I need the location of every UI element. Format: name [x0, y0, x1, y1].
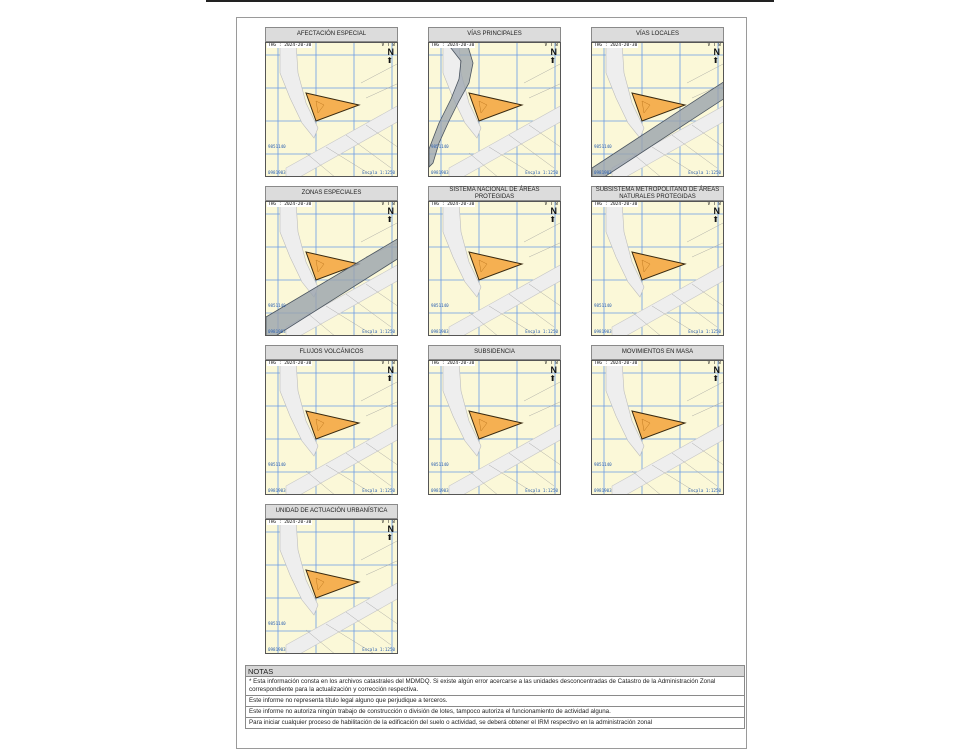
map-header-date: THG : 2024-20-30 [431, 43, 475, 48]
map-drawing [266, 202, 398, 336]
north-arrow-icon: ⬆ [712, 374, 719, 383]
note-item: * Esta información consta en los archivos catastrales del MDMDQ. Si existe algún error acercarse a las unidades desconcentradas de Catastro de la Administración Zonal correspondiente para la actualización y corrección respectiva. [245, 677, 745, 696]
map-panel [591, 27, 724, 177]
map-panel [591, 345, 724, 495]
map-header-code: V T 8 [381, 520, 395, 525]
map-header-code: V T 8 [544, 43, 558, 48]
map-header-code: V T 8 [707, 202, 721, 207]
map-panel-title: VÍAS PRINCIPALES [428, 27, 561, 42]
map-header-date: THG : 2024-20-30 [594, 361, 638, 366]
map-panel-title: ZONAS ESPECIALES [265, 186, 398, 201]
notes-section [245, 665, 745, 729]
coordinate-y-label: 9851140 [268, 462, 286, 467]
map-header-code: V T 8 [381, 361, 395, 366]
coordinate-x-label: 0981903 [431, 488, 449, 493]
north-arrow-icon: ⬆ [386, 215, 393, 224]
coordinate-x-label: 0981903 [594, 488, 612, 493]
north-indicator: N [550, 206, 557, 216]
map-view [428, 42, 561, 177]
map-header-code: V T 8 [381, 43, 395, 48]
coordinate-x-label: 0981903 [431, 329, 449, 334]
map-header-date: THG : 2024-20-30 [268, 202, 312, 207]
map-panel [265, 345, 398, 495]
north-indicator: N [713, 365, 720, 375]
scale-label: Escala 1:1250 [362, 647, 395, 652]
scale-label: Escala 1:1250 [688, 170, 721, 175]
map-header-date: THG : 2024-20-30 [594, 202, 638, 207]
map-drawing [592, 202, 724, 336]
top-rule [206, 0, 774, 2]
coordinate-y-label: 9851140 [594, 144, 612, 149]
north-indicator: N [550, 47, 557, 57]
north-indicator: N [550, 365, 557, 375]
map-panel [265, 186, 398, 336]
map-drawing [592, 43, 724, 177]
map-panel-title: MOVIMIENTOS EN MASA [591, 345, 724, 360]
map-panel [265, 27, 398, 177]
note-item: Este informe no autoriza ningún trabajo de construcción o división de lotes, tampoco autoriza el funcionamiento de actividad alguna. [245, 707, 745, 718]
coordinate-y-label: 9851140 [594, 303, 612, 308]
north-arrow-icon: ⬆ [386, 56, 393, 65]
scale-label: Escala 1:1250 [688, 488, 721, 493]
north-indicator: N [713, 47, 720, 57]
north-indicator: N [387, 47, 394, 57]
map-header-date: THG : 2024-20-30 [268, 520, 312, 525]
north-arrow-icon: ⬆ [549, 56, 556, 65]
map-panel-title: FLUJOS VOLCÁNICOS [265, 345, 398, 360]
scale-label: Escala 1:1250 [525, 170, 558, 175]
coordinate-x-label: 0981903 [268, 170, 286, 175]
coordinate-y-label: 9851140 [431, 462, 449, 467]
map-drawing [429, 361, 561, 495]
map-drawing [266, 43, 398, 177]
coordinate-x-label: 0981903 [268, 488, 286, 493]
map-panel-title: AFECTACIÓN ESPECIAL [265, 27, 398, 42]
coordinate-x-label: 0981903 [268, 647, 286, 652]
map-header-code: V T 8 [381, 202, 395, 207]
coordinate-x-label: 0981903 [594, 329, 612, 334]
map-panel-title: UNIDAD DE ACTUACIÓN URBANÍSTICA [265, 504, 398, 519]
map-view [428, 201, 561, 336]
north-indicator: N [387, 524, 394, 534]
map-view [265, 201, 398, 336]
map-header-date: THG : 2024-20-30 [268, 43, 312, 48]
map-view [265, 519, 398, 654]
north-arrow-icon: ⬆ [386, 533, 393, 542]
north-indicator: N [713, 206, 720, 216]
coordinate-y-label: 9851140 [594, 462, 612, 467]
map-panel-title: SISTEMA NACIONAL DE ÁREAS PROTEGIDAS [428, 186, 561, 201]
note-item: Para iniciar cualquier proceso de habilitación de la edificación del suelo o actividad, se deberá obtener el IRM respectivo en la administración zonal [245, 718, 745, 729]
scale-label: Escala 1:1250 [362, 170, 395, 175]
map-drawing [266, 361, 398, 495]
coordinate-x-label: 0981903 [268, 329, 286, 334]
map-header-code: V T 8 [707, 43, 721, 48]
north-arrow-icon: ⬆ [386, 374, 393, 383]
map-panel-title: SUBSIDENCIA [428, 345, 561, 360]
map-header-date: THG : 2024-20-30 [431, 202, 475, 207]
map-panel [428, 186, 561, 336]
coordinate-x-label: 0981903 [431, 170, 449, 175]
map-panel-title: SUBSISTEMA METROPOLITANO DE ÁREAS NATURALES PROTEGIDAS [591, 186, 724, 201]
scale-label: Escala 1:1250 [688, 329, 721, 334]
map-header-date: THG : 2024-20-30 [268, 361, 312, 366]
map-view [265, 42, 398, 177]
coordinate-y-label: 9851140 [431, 144, 449, 149]
map-header-code: V T 8 [544, 202, 558, 207]
coordinate-x-label: 0981903 [594, 170, 612, 175]
map-header-code: V T 8 [544, 361, 558, 366]
map-view [591, 201, 724, 336]
map-view [265, 360, 398, 495]
notes-heading: NOTAS [245, 665, 745, 677]
map-drawing [429, 202, 561, 336]
map-panel [591, 186, 724, 336]
note-item: Este informe no representa título legal alguno que perjudique a terceros. [245, 696, 745, 707]
coordinate-y-label: 9851140 [268, 621, 286, 626]
north-arrow-icon: ⬆ [549, 215, 556, 224]
north-arrow-icon: ⬆ [549, 374, 556, 383]
scale-label: Escala 1:1250 [525, 329, 558, 334]
map-drawing [429, 43, 561, 177]
scale-label: Escala 1:1250 [362, 329, 395, 334]
map-view [591, 360, 724, 495]
scale-label: Escala 1:1250 [362, 488, 395, 493]
map-view [591, 42, 724, 177]
map-header-date: THG : 2024-20-30 [431, 361, 475, 366]
map-header-date: THG : 2024-20-30 [594, 43, 638, 48]
coordinate-y-label: 9851140 [268, 144, 286, 149]
map-panel-title: VÍAS LOCALES [591, 27, 724, 42]
map-drawing [592, 361, 724, 495]
coordinate-y-label: 9851140 [431, 303, 449, 308]
map-header-code: V T 8 [707, 361, 721, 366]
map-panel [265, 504, 398, 654]
map-view [428, 360, 561, 495]
coordinate-y-label: 9851140 [268, 303, 286, 308]
scale-label: Escala 1:1250 [525, 488, 558, 493]
map-drawing [266, 520, 398, 654]
north-arrow-icon: ⬆ [712, 215, 719, 224]
north-indicator: N [387, 206, 394, 216]
map-panel [428, 345, 561, 495]
north-indicator: N [387, 365, 394, 375]
north-arrow-icon: ⬆ [712, 56, 719, 65]
map-panel [428, 27, 561, 177]
